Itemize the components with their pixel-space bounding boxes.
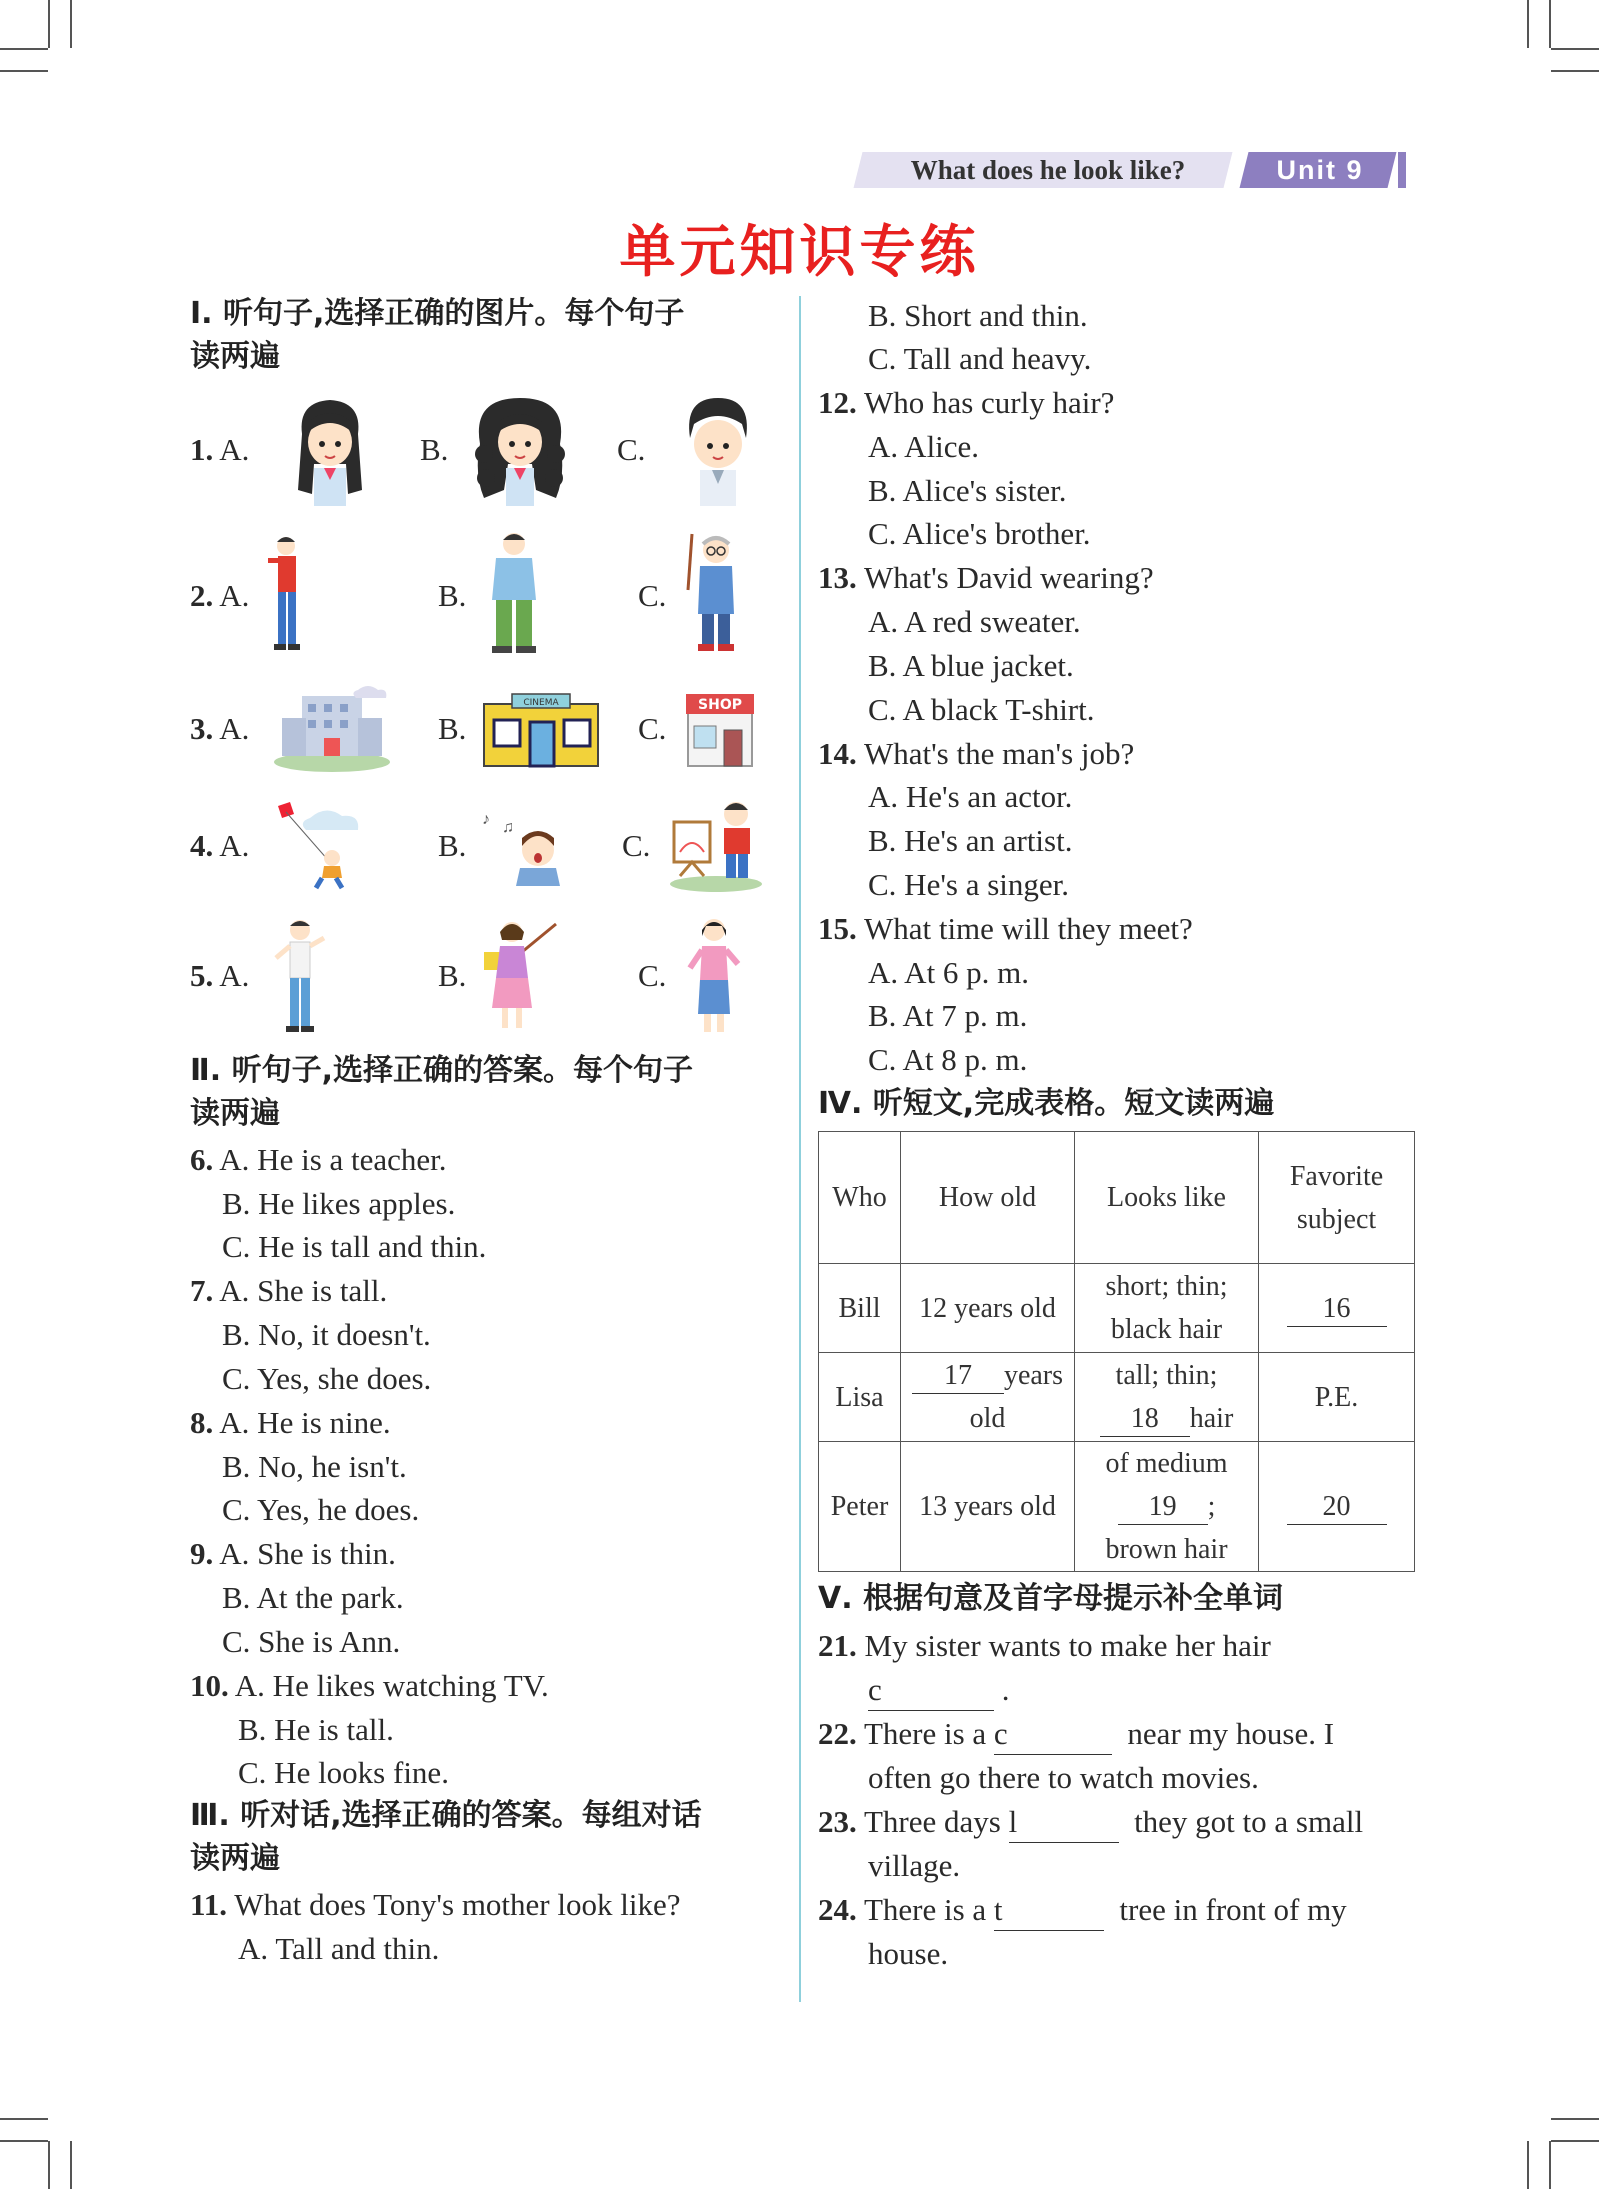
- q15-option-c: C. At 8 p. m.: [868, 1042, 1028, 1077]
- section-2-title-cont: 读两遍: [190, 1096, 280, 1131]
- q10-option-a: 10. A. He likes watching TV.: [190, 1668, 549, 1703]
- cell-looks[interactable]: of medium 19 ; brown hair: [1075, 1442, 1259, 1572]
- q4-label: 4. A.: [190, 828, 250, 863]
- section-3-title: Ⅲ. 听对话,选择正确的答案。每组对话: [190, 1798, 702, 1833]
- q3-option-c: C.: [638, 711, 667, 746]
- q22-line-2: often go there to watch movies.: [868, 1760, 1259, 1795]
- q7-option-b: B. No, it doesn't.: [222, 1317, 431, 1352]
- q2-option-b: B.: [438, 578, 467, 613]
- crop-mark: [1551, 70, 1599, 72]
- q24-line-1[interactable]: 24. There is a t tree in front of my: [818, 1890, 1347, 1931]
- q14-option-b: B. He's an artist.: [868, 823, 1073, 858]
- q1-label: 1. A.: [190, 432, 250, 467]
- cell-age-blank[interactable]: 17 years old: [901, 1353, 1075, 1442]
- q6-option-c: C. He is tall and thin.: [222, 1229, 487, 1264]
- section-4-title: Ⅳ. 听短文,完成表格。短文读两遍: [818, 1086, 1275, 1121]
- page-title: 单元知识专练: [619, 220, 980, 285]
- q11-option-c: C. Tall and heavy.: [868, 341, 1092, 376]
- q12-question: 12. Who has curly hair?: [818, 385, 1115, 420]
- q4-option-b: B.: [438, 828, 467, 863]
- section-1-title-cont: 读两遍: [190, 339, 280, 374]
- boy-singing-icon: [478, 806, 570, 886]
- cell-who: Lisa: [819, 1353, 901, 1442]
- q6-option-a: 6. A. He is a teacher.: [190, 1142, 447, 1177]
- hospital-building-icon: [272, 684, 392, 774]
- q7-option-c: C. Yes, she does.: [222, 1361, 432, 1396]
- girl-curly-hair-icon: [472, 394, 568, 506]
- q7-option-a: 7. A. She is tall.: [190, 1273, 388, 1308]
- th-looks: Looks like: [1075, 1132, 1259, 1264]
- q22-line-1[interactable]: 22. There is a c near my house. I: [818, 1714, 1334, 1755]
- q9-option-c: C. She is Ann.: [222, 1624, 401, 1659]
- q21-line-1: 21. My sister wants to make her hair: [818, 1628, 1271, 1663]
- q5-option-c: C.: [638, 958, 667, 993]
- q2-option-c: C.: [638, 578, 667, 613]
- q11-option-b: B. Short and thin.: [868, 298, 1088, 333]
- q8-option-c: C. Yes, he does.: [222, 1492, 420, 1527]
- q2-label: 2. A.: [190, 578, 250, 613]
- q13-option-a: A. A red sweater.: [868, 604, 1081, 639]
- q23-blank[interactable]: l: [1009, 1802, 1119, 1843]
- header-topic: What does he look like?: [910, 155, 1186, 185]
- section-3-title-cont: 读两遍: [190, 1841, 280, 1876]
- cell-who: Peter: [819, 1442, 901, 1572]
- q9-option-b: B. At the park.: [222, 1580, 404, 1615]
- crop-mark: [48, 0, 50, 48]
- q11-option-a: A. Tall and thin.: [238, 1931, 440, 1966]
- q14-option-c: C. He's a singer.: [868, 867, 1070, 902]
- q3-option-b: B.: [438, 711, 467, 746]
- crop-mark: [1549, 0, 1551, 48]
- q11-question: 11. What does Tony's mother look like?: [190, 1887, 681, 1922]
- q4-option-c: C.: [622, 828, 651, 863]
- q10-option-b: B. He is tall.: [238, 1712, 394, 1747]
- crop-mark: [1551, 48, 1599, 50]
- shop-building-icon: [682, 692, 758, 768]
- boy-short-hair-icon: [678, 394, 758, 506]
- cinema-building-icon: [482, 692, 600, 768]
- q15-option-a: A. At 6 p. m.: [868, 955, 1030, 990]
- svg-text:♪: ♪: [482, 811, 490, 828]
- svg-text:♫: ♫: [502, 819, 514, 836]
- crop-mark: [0, 2118, 48, 2120]
- q13-question: 13. What's David wearing?: [818, 560, 1154, 595]
- q24-line-2: house.: [868, 1936, 949, 1971]
- th-age: How old: [901, 1132, 1075, 1264]
- crop-mark: [1551, 2118, 1599, 2120]
- q5-option-b: B.: [438, 958, 467, 993]
- q13-option-b: B. A blue jacket.: [868, 648, 1074, 683]
- q6-option-b: B. He likes apples.: [222, 1186, 456, 1221]
- q1-option-c: C.: [617, 432, 646, 467]
- cell-favorite-blank[interactable]: 20: [1259, 1442, 1415, 1572]
- tall-thin-man-icon: [262, 534, 312, 652]
- q12-option-c: C. Alice's brother.: [868, 516, 1091, 551]
- cell-who: Bill: [819, 1264, 901, 1353]
- q8-option-b: B. No, he isn't.: [222, 1449, 407, 1484]
- q5-label: 5. A.: [190, 958, 250, 993]
- table-row: [819, 1264, 1415, 1353]
- section-5-title: Ⅴ. 根据句意及首字母提示补全单词: [818, 1581, 1284, 1616]
- cell-favorite-blank[interactable]: 16: [1259, 1264, 1415, 1353]
- woman-short-hair-icon: [682, 914, 744, 1036]
- girl-straight-hair-icon: [288, 394, 372, 506]
- q23-line-2: village.: [868, 1848, 961, 1883]
- crop-mark: [70, 2141, 72, 2189]
- table-row: [819, 1353, 1415, 1442]
- q1-option-b: B.: [420, 432, 449, 467]
- table-row: [819, 1442, 1415, 1572]
- short-heavy-man-icon: [482, 530, 546, 656]
- q12-option-b: B. Alice's sister.: [868, 473, 1067, 508]
- crop-mark: [0, 48, 48, 50]
- q21-blank[interactable]: c: [868, 1670, 994, 1711]
- old-man-glasses-icon: [682, 530, 746, 656]
- q14-option-a: A. He's an actor.: [868, 779, 1073, 814]
- q12-option-a: A. Alice.: [868, 429, 980, 464]
- column-divider: [799, 296, 801, 2002]
- cell-looks: short; thin; black hair: [1075, 1264, 1259, 1353]
- crop-mark: [1551, 2140, 1599, 2142]
- q9-option-a: 9. A. She is thin.: [190, 1536, 396, 1571]
- svg-text:CINEMA: CINEMA: [523, 698, 559, 708]
- q15-question: 15. What time will they meet?: [818, 911, 1193, 946]
- cell-age: 13 years old: [901, 1442, 1075, 1572]
- section-1-title: Ⅰ. 听句子,选择正确的图片。每个句子: [190, 296, 685, 331]
- crop-mark: [1527, 0, 1529, 48]
- boy-painting-icon: [668, 796, 764, 892]
- q10-option-c: C. He looks fine.: [238, 1755, 449, 1790]
- q24-blank[interactable]: t: [994, 1890, 1104, 1931]
- q15-option-b: B. At 7 p. m.: [868, 998, 1028, 1033]
- crop-mark: [70, 0, 72, 48]
- th-favorite: Favorite subject: [1259, 1132, 1415, 1264]
- q3-label: 3. A.: [190, 711, 250, 746]
- man-pointing-icon: [272, 918, 328, 1032]
- table-header-row: [819, 1132, 1415, 1264]
- section-2-title: Ⅱ. 听句子,选择正确的答案。每个句子: [190, 1053, 693, 1088]
- crop-mark: [1549, 2141, 1551, 2189]
- header-accent-bar: [1398, 152, 1406, 188]
- q13-option-c: C. A black T-shirt.: [868, 692, 1095, 727]
- crop-mark: [0, 2140, 48, 2142]
- woman-teacher-icon: [478, 918, 560, 1032]
- svg-text:SHOP: SHOP: [698, 697, 742, 713]
- q14-question: 14. What's the man's job?: [818, 736, 1135, 771]
- cell-looks[interactable]: tall; thin; 18 hair: [1075, 1353, 1259, 1442]
- boy-flying-kite-icon: [270, 800, 362, 890]
- crop-mark: [48, 2141, 50, 2189]
- crop-mark: [0, 70, 48, 72]
- th-who: Who: [819, 1132, 901, 1264]
- header-unit: Unit 9: [1276, 155, 1364, 185]
- cell-age: 12 years old: [901, 1264, 1075, 1353]
- q22-blank[interactable]: c: [994, 1714, 1112, 1755]
- q21-line-2[interactable]: c .: [868, 1670, 1010, 1711]
- crop-mark: [1527, 2141, 1529, 2189]
- q8-option-a: 8. A. He is nine.: [190, 1405, 391, 1440]
- q23-line-1[interactable]: 23. Three days l they got to a small: [818, 1802, 1363, 1843]
- cell-favorite: P.E.: [1259, 1353, 1415, 1442]
- info-table: [818, 1131, 1415, 1572]
